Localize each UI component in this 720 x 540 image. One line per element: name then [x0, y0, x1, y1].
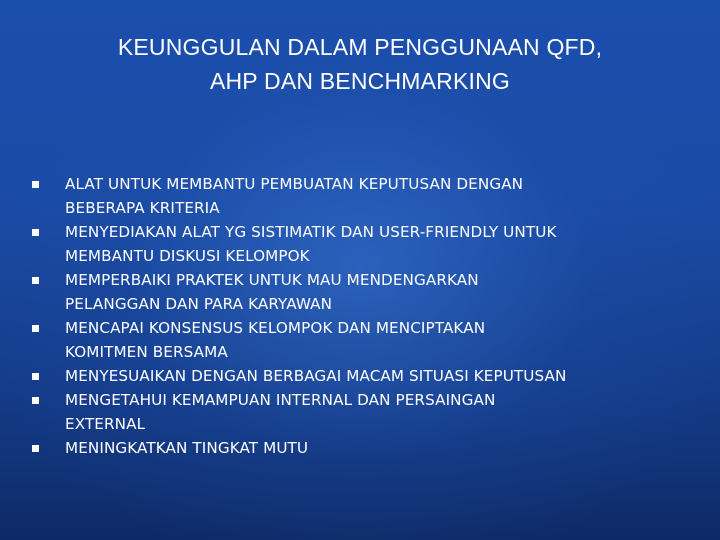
bullet-item-5: [32, 364, 682, 388]
bullet-text-line-1: MENYESUAIKAN DENGAN BERBAGAI MACAM SITUASI KEPUTUSAN: [65, 367, 567, 385]
bullet-text-line-1: MENYEDIAKAN ALAT YG SISTIMATIK DAN USER-FRIENDLY UNTUK: [65, 223, 557, 241]
slide-title: [40, 30, 680, 98]
square-bullet-icon: [32, 277, 39, 284]
bullet-item-7: [32, 436, 682, 460]
title-line-2: AHP DAN BENCHMARKING: [209, 68, 511, 94]
bullet-text-line-1: MEMPERBAIKI PRAKTEK UNTUK MAU MENDENGARKAN: [65, 271, 479, 289]
bullet-text-line-2: MEMBANTU DISKUSI KELOMPOK: [65, 247, 310, 265]
bullet-item-4: [32, 316, 682, 364]
bullet-text-line-2: BEBERAPA KRITERIA: [65, 199, 220, 217]
square-bullet-icon: [32, 397, 39, 404]
square-bullet-icon: [32, 325, 39, 332]
bullet-item-2: [32, 220, 682, 268]
bullet-text-line-2: PELANGGAN DAN PARA KARYAWAN: [65, 295, 333, 313]
bullet-text-line-1: MENGETAHUI KEMAMPUAN INTERNAL DAN PERSAINGAN: [65, 391, 496, 409]
bullet-list: [32, 172, 682, 460]
bullet-text-line-1: ALAT UNTUK MEMBANTU PEMBUATAN KEPUTUSAN DENGAN: [65, 175, 524, 193]
square-bullet-icon: [32, 373, 39, 380]
title-line-1: KEUNGGULAN DALAM PENGGUNAAN QFD,: [117, 34, 603, 60]
bullet-text-line-1: MENCAPAI KONSENSUS KELOMPOK DAN MENCIPTAKAN: [65, 319, 486, 337]
bullet-text-line-1: MENINGKATKAN TINGKAT MUTU: [65, 439, 309, 457]
bullet-item-1: [32, 172, 682, 220]
square-bullet-icon: [32, 181, 39, 188]
bullet-item-6: [32, 388, 682, 436]
bullet-text-line-2: EXTERNAL: [65, 415, 146, 433]
square-bullet-icon: [32, 229, 39, 236]
bullet-item-3: [32, 268, 682, 316]
bullet-text-line-2: KOMITMEN BERSAMA: [65, 343, 228, 361]
square-bullet-icon: [32, 445, 39, 452]
